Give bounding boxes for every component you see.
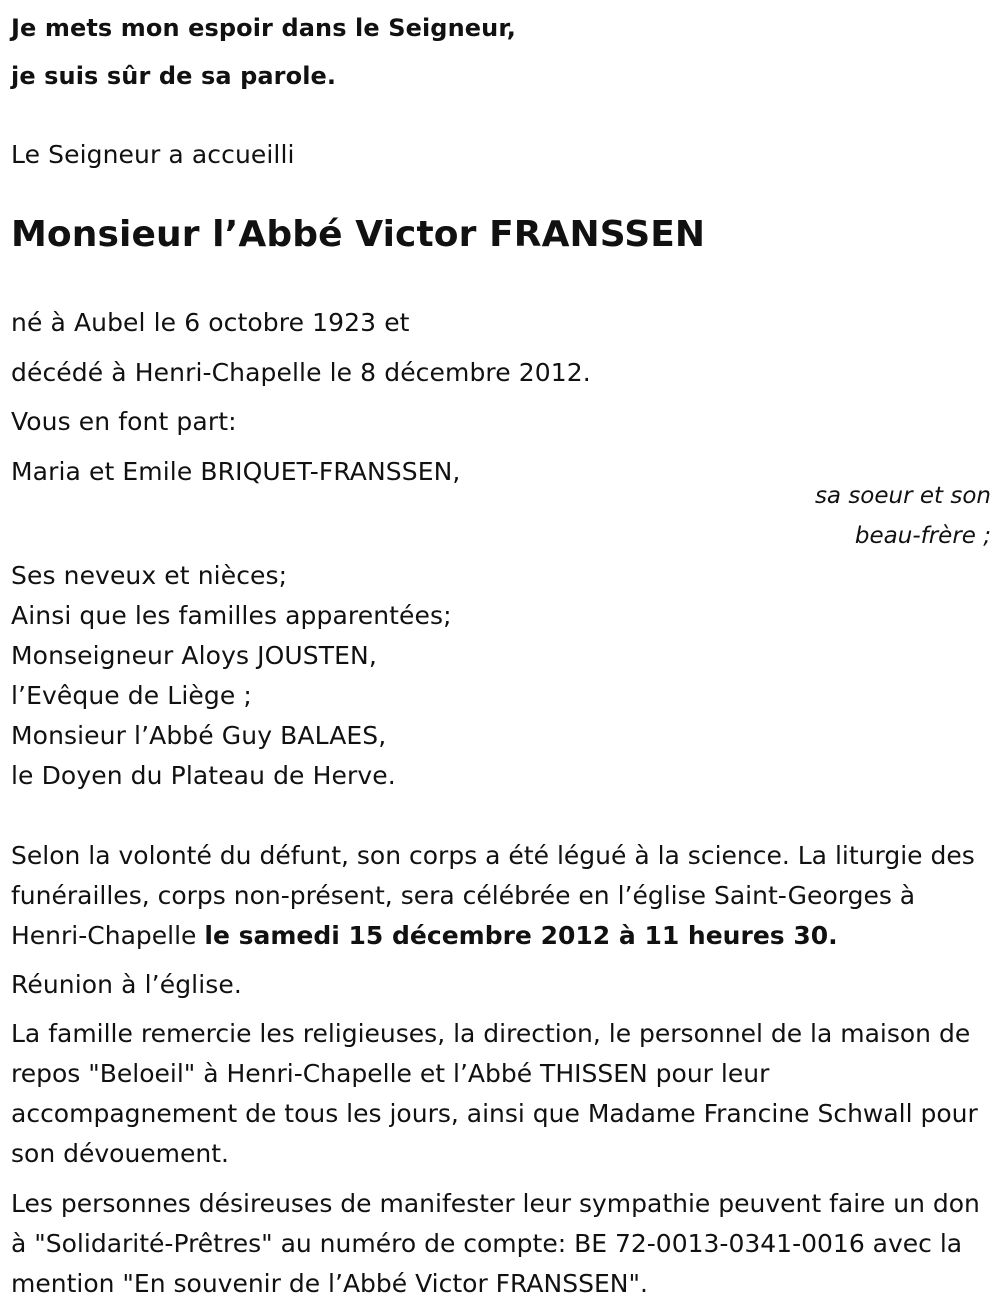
funeral-paragraph bbox=[11, 836, 996, 956]
family-member: Ses neveux et nièces; bbox=[11, 561, 288, 590]
donation-paragraph: Les personnes désireuses de manifester leur sympathie peuvent faire un don à "Solidarité-Prêtres" au numéro de compte: BE 72-0013-0341-0016 avec la mention "En souvenir de l’Abbé Victor FRANSSEN". bbox=[11, 1189, 980, 1298]
verse-line-1: Je mets mon espoir dans le Seigneur, bbox=[11, 14, 516, 42]
sister-names: Maria et Emile BRIQUET-FRANSSEN, bbox=[11, 457, 461, 486]
death-info: décédé à Henri-Chapelle le 8 décembre 2012. bbox=[11, 358, 591, 387]
family-member: Ainsi que les familles apparentées; bbox=[11, 601, 452, 630]
family-member: Monseigneur Aloys JOUSTEN, bbox=[11, 641, 377, 670]
sister-relation-line-1: sa soeur et son bbox=[814, 483, 991, 509]
thanks-paragraph: La famille remercie les religieuses, la direction, le personnel de la maison de repos "Beloeil" à Henri-Chapelle et l’Abbé THISSEN pour leur accompagnement de tous les jours, ainsi que Madame Francine Schwall pour son dévouement. bbox=[11, 1019, 978, 1168]
funeral-text: Selon la volonté du défunt, son corps a été légué à la science. La liturgie des funérailles, corps non-présent, sera célébrée en l’église Saint-Georges à Henri-Chapelle bbox=[11, 841, 975, 950]
verse-line-2: je suis sûr de sa parole. bbox=[11, 62, 337, 90]
birth-info: né à Aubel le 6 octobre 1923 et bbox=[11, 308, 410, 337]
funeral-date: le samedi 15 décembre 2012 à 11 heures 30. bbox=[204, 921, 838, 950]
family-member: l’Evêque de Liège ; bbox=[11, 681, 252, 710]
deceased-name: Monsieur l’Abbé Victor FRANSSEN bbox=[11, 214, 706, 255]
family-member: le Doyen du Plateau de Herve. bbox=[11, 761, 396, 790]
family-member: Monsieur l’Abbé Guy BALAES, bbox=[11, 721, 387, 750]
sister-relation-line-2: beau-frère ; bbox=[854, 523, 991, 549]
intro-text: Le Seigneur a accueilli bbox=[11, 140, 295, 169]
meeting-info: Réunion à l’église. bbox=[11, 970, 242, 999]
announcement-text: Vous en font part: bbox=[11, 407, 237, 436]
